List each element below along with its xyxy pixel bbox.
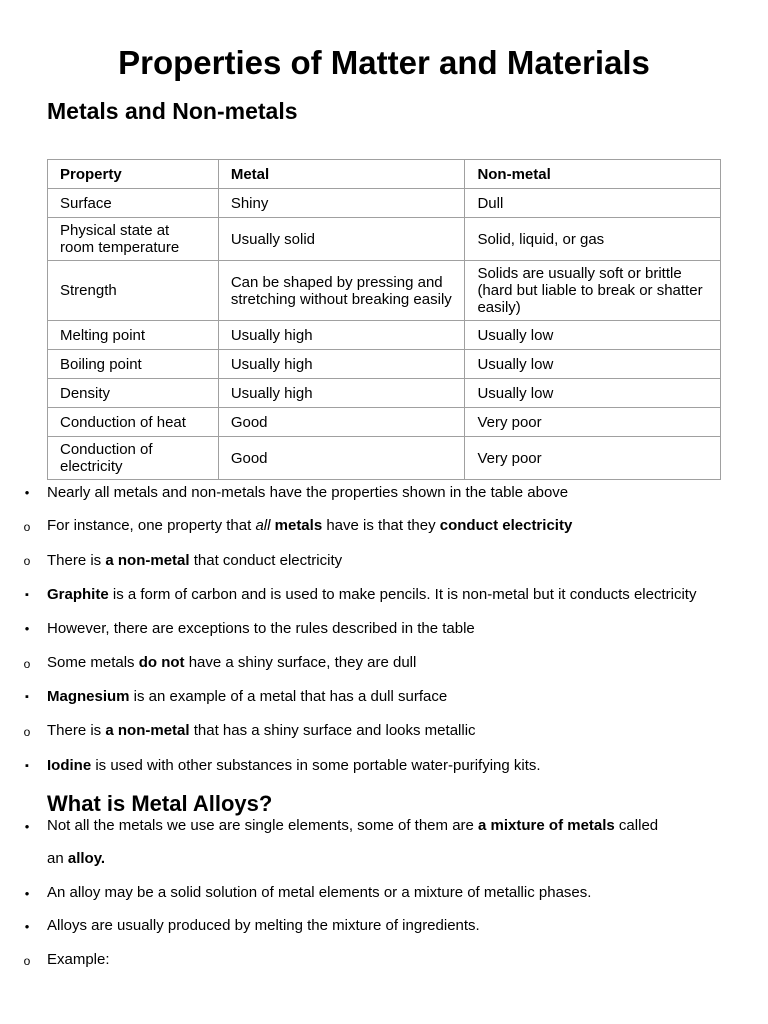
bullet-circle-marker: o <box>23 954 31 968</box>
bullet-graphite <box>47 586 696 604</box>
cell-metal: Can be shaped by pressing and stretching without breaking easily <box>218 261 465 321</box>
bullet-text: There is <box>47 552 106 569</box>
table-row <box>48 437 721 480</box>
table-row <box>48 189 721 218</box>
cell-non-metal: Dull <box>465 189 721 218</box>
table-row <box>48 350 721 379</box>
bullet-dull-metals <box>47 654 416 672</box>
cell-non-metal: Usually low <box>465 379 721 408</box>
cell-property: Density <box>48 379 219 408</box>
bullet-text: that has a shiny surface and looks metallic <box>189 722 476 739</box>
bullet-disc-marker: • <box>24 819 30 834</box>
bullet-text-bold: metals <box>270 517 323 534</box>
bullet-alloy-definition <box>47 817 658 835</box>
bullet-text: is an example of a metal that has a dull surface <box>129 688 448 705</box>
bullet-text: have is that they <box>322 517 440 534</box>
bullet-text-bold: do not <box>138 654 185 671</box>
bullet-text-bold: a non-metal <box>105 552 190 569</box>
cell-property: Surface <box>48 189 219 218</box>
bullet-magnesium <box>47 688 447 706</box>
bullet-text-bold: alloy. <box>67 850 106 867</box>
header-metal: Metal <box>218 160 465 189</box>
bullet-circle-marker: o <box>23 520 31 534</box>
bullet-iodine <box>47 757 541 775</box>
section-title-metals: Metals and Non-metals <box>47 98 298 124</box>
cell-non-metal: Usually low <box>465 321 721 350</box>
bullet-table-note <box>47 484 568 502</box>
bullet-text: is used with other substances in some portable water-purifying kits. <box>91 757 541 774</box>
bullet-text: An alloy may be a solid solution of metal elements or a mixture of metallic phases. <box>47 884 592 901</box>
bullet-text: Example: <box>47 951 110 968</box>
section-title-alloys: What is Metal Alloys? <box>47 791 273 816</box>
bullet-text-bold: Graphite <box>47 586 109 603</box>
bullet-text-italic: all <box>255 517 271 534</box>
table-row <box>48 321 721 350</box>
cell-non-metal: Very poor <box>465 408 721 437</box>
bullet-text: an <box>47 850 68 867</box>
bullet-text: Not all the metals we use are single elements, some of them are <box>47 817 479 834</box>
cell-property: Strength <box>48 261 219 321</box>
bullet-text: have a shiny surface, they are dull <box>184 654 417 671</box>
bullet-text: There is <box>47 722 106 739</box>
bullet-shiny-non-metal <box>47 722 476 740</box>
bullet-alloy-production <box>47 917 480 935</box>
bullet-text-bold: Iodine <box>47 757 92 774</box>
table-row <box>48 261 721 321</box>
cell-property: Physical state at room temperature <box>48 218 219 261</box>
bullet-text: Alloys are usually produced by melting the mixture of ingredients. <box>47 917 480 934</box>
cell-metal: Usually high <box>218 350 465 379</box>
bullet-text-bold: a mixture of metals <box>478 817 615 834</box>
bullet-text: However, there are exceptions to the rules described in the table <box>47 620 475 637</box>
cell-property: Conduction of heat <box>48 408 219 437</box>
cell-metal: Good <box>218 437 465 480</box>
bullet-disc-marker: • <box>24 485 30 500</box>
bullet-text: called <box>614 817 659 834</box>
bullet-text-bold: a non-metal <box>105 722 190 739</box>
bullet-conduct-electricity <box>47 517 572 535</box>
cell-metal: Good <box>218 408 465 437</box>
cell-non-metal: Usually low <box>465 350 721 379</box>
cell-non-metal: Very poor <box>465 437 721 480</box>
bullet-square-marker: ▪ <box>25 691 29 703</box>
bullet-example <box>47 951 110 969</box>
bullet-exceptions <box>47 620 475 638</box>
bullet-circle-marker: o <box>23 554 31 568</box>
cell-property: Conduction of electricity <box>48 437 219 480</box>
properties-table <box>47 159 721 480</box>
table-row <box>48 408 721 437</box>
cell-non-metal: Solid, liquid, or gas <box>465 218 721 261</box>
bullet-text: Nearly all metals and non-metals have the properties shown in the table above <box>47 484 569 501</box>
cell-property: Boiling point <box>48 350 219 379</box>
page-title: Properties of Matter and Materials <box>118 44 650 81</box>
bullet-text: that conduct electricity <box>189 552 343 569</box>
cell-metal: Usually solid <box>218 218 465 261</box>
cell-metal: Shiny <box>218 189 465 218</box>
table-header-row <box>48 160 721 189</box>
bullet-text-bold: Magnesium <box>47 688 130 705</box>
bullet-square-marker: ▪ <box>25 589 29 601</box>
cell-non-metal: Solids are usually soft or brittle (hard but liable to break or shatter easily) <box>465 261 721 321</box>
cell-metal: Usually high <box>218 321 465 350</box>
header-property: Property <box>48 160 219 189</box>
bullet-disc-marker: • <box>24 621 30 636</box>
table-row <box>48 379 721 408</box>
bullet-non-metal-conductor <box>47 552 342 570</box>
bullet-alloy-definition-continued <box>47 850 105 868</box>
bullet-text: For instance, one property that <box>47 517 256 534</box>
bullet-text-bold: conduct electricity <box>439 517 573 534</box>
bullet-disc-marker: • <box>24 886 30 901</box>
bullet-alloy-solution <box>47 884 591 902</box>
cell-metal: Usually high <box>218 379 465 408</box>
bullet-text: is a form of carbon and is used to make pencils. It is non-metal but it conducts electricity <box>108 586 697 603</box>
table-row <box>48 218 721 261</box>
bullet-circle-marker: o <box>23 657 31 671</box>
cell-property: Melting point <box>48 321 219 350</box>
bullet-circle-marker: o <box>23 725 31 739</box>
header-non-metal: Non-metal <box>465 160 721 189</box>
bullet-square-marker: ▪ <box>25 760 29 772</box>
bullet-text: Some metals <box>47 654 139 671</box>
bullet-disc-marker: • <box>24 919 30 934</box>
